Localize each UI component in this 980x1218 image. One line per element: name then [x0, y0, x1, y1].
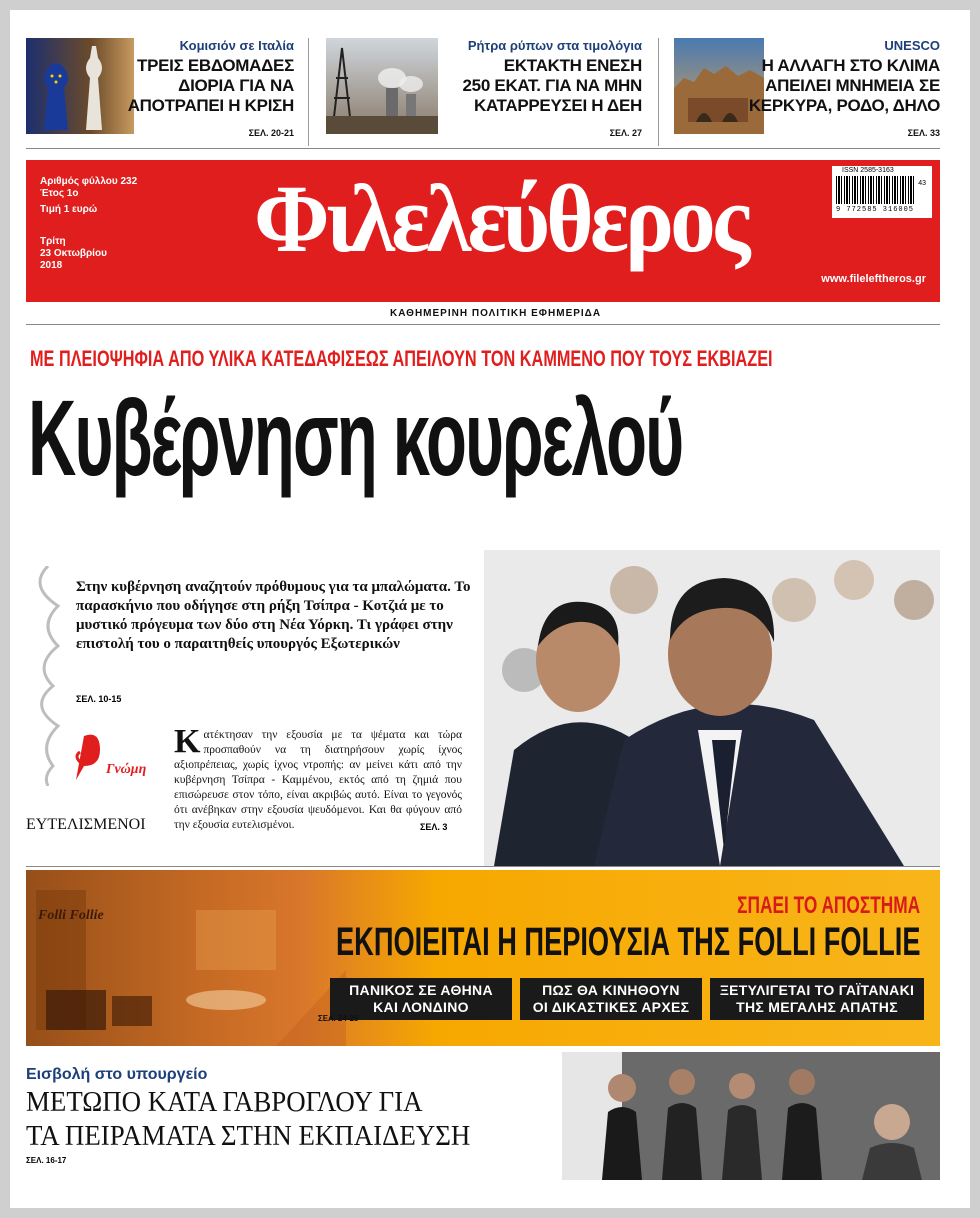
teaser-headline: ΤΡΕΙΣ ΕΒΔΟΜΑΔΕΣ ΔΙΟΡΙΑ ΓΙΑ ΝΑ ΑΠΟΤΡΑΠΕΙ Η ΚΡΙΣΗ [127, 56, 294, 115]
teaser-category: Κομισιόν σε Ιταλία [179, 38, 294, 53]
divider [658, 38, 659, 146]
divider [308, 38, 309, 146]
divider [26, 324, 940, 325]
divider [26, 866, 940, 867]
chess-pieces-thumbnail [26, 38, 134, 134]
folli-follie-brand: Folli Follie [38, 908, 104, 923]
divider [26, 148, 940, 149]
power-plant-thumbnail [326, 38, 438, 134]
lead-text: Στην κυβέρνηση αναζητούν πρόθυμους για τα μπαλώματα. Το παρασκήνιο που οδήγησε στη ρήξη Τσίπρα - Κοτζιά με το μυστικό πρόγευμα των δύο στη Νέα Υόρκη. Τι γράφει στην επιστολή του ο παραιτηθείς υπουργός Εξωτερικών [76, 579, 471, 652]
opinion-text: Κατέκτησαν την εξουσία με τα ψέματα και τώρα προσπαθούν να τη διατηρήσουν χωρίς ίχνος αξιοπρέπειας, χωρίς ίχνος ντροπής: αν μείνει κάτι από την κυβέρνηση Τσίπρα - Καμμένου, εκτός από τη ζημιά που επισώρευσε στον τόπο, είναι ακριβώς αυτό. Είναι το γεγονός ότι ανέβηκαν στην εξουσία ψευδόμενοι. Και θα φύγουν από την εξουσία ευτελισμένοι. [174, 723, 462, 831]
bottom-category: Εισβολή στο υπουργείο [26, 1066, 208, 1083]
banner-section: ΣΕΛ. 24-25 [318, 1014, 359, 1023]
opinion-title[interactable]: ΕΥΤΕΛΙΣΜΕΝΟΙ [26, 816, 146, 833]
teaser-headline: Η ΑΛΛΑΓΗ ΣΤΟ ΚΛΙΜΑ ΑΠΕΙΛΕΙ ΜΝΗΜΕΙΑ ΣΕ ΚΕΡΚΥΡΑ, ΡΟΔΟ, ΔΗΛΟ [748, 56, 940, 115]
teaser-section: ΣΕΛ. 33 [907, 128, 940, 138]
masthead [26, 160, 940, 302]
bottom-headline[interactable]: ΜΕΤΩΠΟ ΚΑΤΑ ΓΑΒΡΟΓΛΟΥ ΓΙΑ ΤΑ ΠΕΙΡΑΜΑΤΑ ΣΤΗΝ ΕΚΠΑΙΔΕΥΣΗ [26, 1087, 471, 1152]
tagline: ΚΑΘΗΜΕΡΙΝΗ ΠΟΛΙΤΙΚΗ ΕΦΗΜΕΡΙΔΑ [390, 308, 602, 319]
folli-follie-banner[interactable] [26, 870, 940, 1046]
pill-fraud[interactable]: ΞΕΤΥΛΙΓΕΤΑΙ ΤΟ ΓΑΪΤΑΝΑΚΙ ΤΗΣ ΜΕΓΑΛΗΣ ΑΠΑΤΗΣ [710, 978, 924, 1020]
teaser-category: UNESCO [884, 38, 940, 53]
store-interior-image [26, 870, 346, 1046]
main-headline[interactable]: Κυβέρνηση κουρελού [28, 377, 683, 498]
teaser-section: ΣΕΛ. 27 [609, 128, 642, 138]
teaser-section: ΣΕΛ. 20-21 [248, 128, 294, 138]
bottom-section: ΣΕΛ. 16-17 [26, 1156, 67, 1165]
headline-kicker: ΜΕ ΠΛΕΙΟΨΗΦΙΑ ΑΠΟ ΥΛΙΚΑ ΚΑΤΕΔΑΦΙΣΕΩΣ ΑΠΕΙΛΟΥΝ ΤΟΝ ΚΑΜΜΕΝΟ ΠΟΥ ΤΟΥΣ ΕΚΒΙΑΖΕΙ [30, 346, 773, 371]
teaser-category: Ρήτρα ρύπων στα τιμολόγια [467, 38, 642, 53]
protest-crowd-photo [562, 1052, 940, 1180]
issue-info: Αριθμός φύλλου 232 Έτος 1ο Τιμή 1 ευρώ Τρίτη 23 Οκτωβρίου 2018 [40, 176, 138, 271]
opinion-section: ΣΕΛ. 3 [420, 822, 448, 832]
decorative-scribble [28, 566, 68, 786]
barcode: ISSN 2585-3163 43 9 772585 316005 [832, 166, 932, 218]
politicians-photo [484, 550, 940, 866]
opinion-label: Γνώμη [106, 762, 147, 777]
pill-courts[interactable]: ΠΩΣ ΘΑ ΚΙΝΗΘΟΥΝ ΟΙ ΔΙΚΑΣΤΙΚΕΣ ΑΡΧΕΣ [520, 978, 702, 1020]
newspaper-logo[interactable]: Φιλελεύθερος [254, 165, 747, 272]
teaser-italy[interactable] [26, 38, 294, 146]
banner-headline: ΕΚΠΟΙΕΙΤΑΙ Η ΠΕΡΙΟΥΣΙΑ ΤΗΣ FOLLI FOLLIE [335, 920, 920, 964]
pill-panic[interactable]: ΠΑΝΙΚΟΣ ΣΕ ΑΘΗΝΑ ΚΑΙ ΛΟΝΔΙΝΟ [330, 978, 512, 1020]
website-link[interactable]: www.fileleftheros.gr [821, 273, 926, 285]
dropcap: Κ [174, 723, 201, 760]
teaser-dei[interactable] [326, 38, 642, 146]
newspaper-front-page [10, 10, 970, 1208]
banner-kicker: ΣΠΑΕΙ ΤΟ ΑΠΟΣΤΗΜΑ [737, 892, 920, 919]
lead-section: ΣΕΛ. 10-15 [76, 694, 122, 704]
teaser-unesco[interactable] [674, 38, 940, 146]
teaser-headline: ΕΚΤΑΚΤΗ ΕΝΕΣΗ 250 ΕΚΑΤ. ΓΙΑ ΝΑ ΜΗΝ ΚΑΤΑΡΡΕΥΣΕΙ Η ΔΕΗ [462, 56, 642, 115]
